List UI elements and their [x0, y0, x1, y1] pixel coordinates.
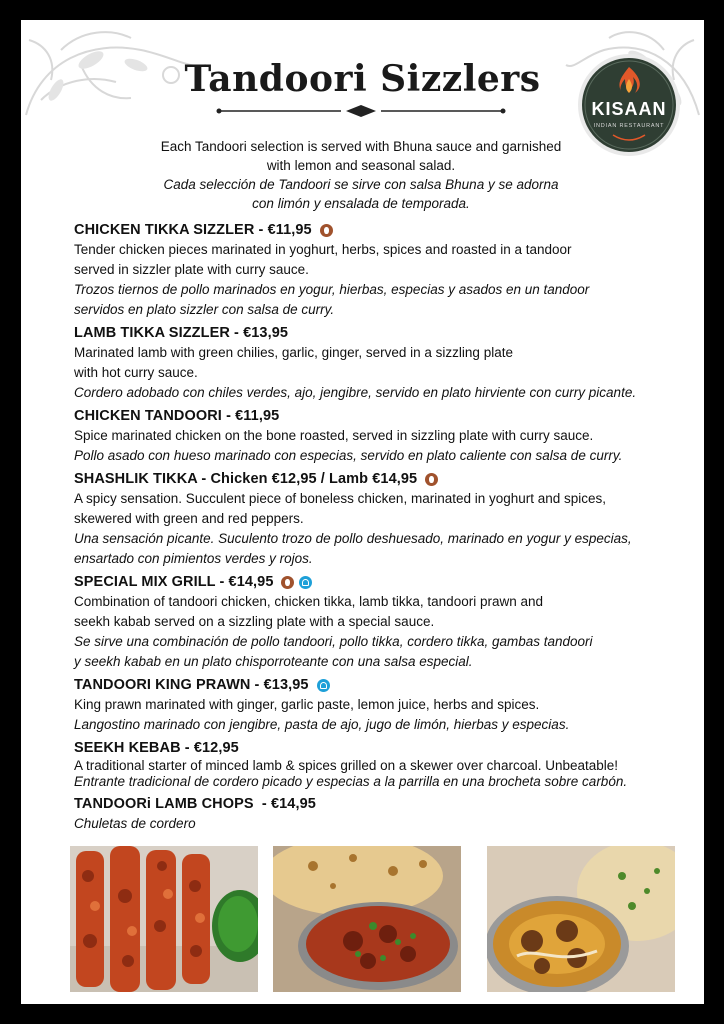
menu-item-tandoori-lamb-chops	[74, 794, 694, 834]
curry-naan-photo	[273, 846, 461, 992]
intro-text	[111, 137, 611, 213]
food-photos	[21, 846, 704, 992]
item-desc-es: Chuletas de cordero	[74, 816, 196, 831]
menu-item-special-mix-grill	[74, 572, 694, 672]
intro-es-line: con limón y ensalada de temporada.	[252, 196, 470, 211]
item-desc-en: A spicy sensation. Succulent piece of boneless chicken, marinated in yoghurt and spices,	[74, 491, 607, 506]
item-desc-es: y seekh kabab en un plato chisporroteante con una salsa especial.	[74, 654, 473, 669]
item-desc-es: Se sirve una combinación de pollo tandoori, pollo tikka, cordero tikka, gambas tandoori	[74, 634, 593, 649]
item-desc-en: Combination of tandoori chicken, chicken tikka, lamb tikka, tandoori prawn and	[74, 594, 543, 609]
menu-list	[74, 220, 694, 837]
menu-item-seekh-kebab	[74, 738, 694, 790]
item-desc-en: Spice marinated chicken on the bone roasted, served in sizzling plate with curry sauce.	[74, 428, 594, 443]
menu-item-shashlik-tikka	[74, 469, 694, 569]
item-desc-es: Pollo asado con hueso marinado con especias, servido en plato caliente con salsa de curry.	[74, 448, 623, 463]
menu-item-tandoori-king-prawn	[74, 675, 694, 735]
item-desc-en: Marinated lamb with green chilies, garlic, ginger, served in a sizzling plate	[74, 345, 513, 360]
item-title: SHASHLIK TIKKA - Chicken €12,95 / Lamb €14,95	[74, 471, 418, 487]
logo-subtitle: INDIAN RESTAURANT	[593, 123, 665, 129]
menu-item-chicken-tikka-sizzler	[74, 220, 694, 320]
item-desc-en: with hot curry sauce.	[74, 365, 198, 380]
title-divider	[211, 103, 511, 119]
nuts-allergen-icon	[425, 473, 438, 486]
shellfish-allergen-icon	[299, 576, 312, 589]
nuts-allergen-icon	[281, 576, 294, 589]
logo-name: KISAAN	[591, 99, 667, 119]
item-title: CHICKEN TANDOORI - €11,95	[74, 408, 280, 424]
intro-en-line: with lemon and seasonal salad.	[266, 158, 456, 173]
menu-item-chicken-tandoori	[74, 406, 694, 466]
item-title: CHICKEN TIKKA SIZZLER - €11,95	[74, 222, 312, 238]
item-title: SPECIAL MIX GRILL - €14,95	[74, 574, 274, 590]
item-title: LAMB TIKKA SIZZLER - €13,95	[74, 325, 289, 341]
item-title: SEEKH KEBAB - €12,95	[74, 740, 239, 756]
kofta-curry-photo	[487, 846, 675, 992]
item-desc-es: ensartado con pimientos verdes y rojos.	[74, 551, 313, 566]
intro-es-line: Cada selección de Tandoori se sirve con salsa Bhuna y se adorna	[163, 177, 559, 192]
menu-page	[21, 20, 704, 1004]
item-desc-es: Una sensación picante. Suculento trozo de pollo deshuesado, marinado en yogur y especias,	[74, 531, 632, 546]
intro-en-line: Each Tandoori selection is served with Bhuna sauce and garnished	[160, 139, 562, 154]
item-desc-es: Entrante tradicional de cordero picado y especias a la parrilla en una brocheta sobre carbón.	[74, 774, 628, 789]
shellfish-allergen-icon	[317, 679, 330, 692]
item-desc-es: Langostino marinado con jengibre, pasta de ajo, jugo de limón, hierbas y especias.	[74, 717, 570, 732]
item-title: TANDOORI KING PRAWN - €13,95	[74, 677, 309, 693]
page-title: Tandoori Sizzlers	[184, 58, 541, 100]
item-desc-en: served in sizzler plate with curry sauce.	[74, 262, 309, 277]
item-desc-es: servidos en plato sizzler con salsa de curry.	[74, 302, 335, 317]
menu-item-lamb-tikka-sizzler	[74, 323, 694, 403]
item-desc-en: A traditional starter of minced lamb & spices grilled on a skewer over charcoal. Unbeatable!	[74, 758, 619, 773]
chicken-tikka-skewers-photo	[70, 846, 258, 992]
item-desc-en: King prawn marinated with ginger, garlic paste, lemon juice, herbs and spices.	[74, 697, 540, 712]
item-desc-es: Cordero adobado con chiles verdes, ajo, jengibre, servido en plato hirviente con curry picante.	[74, 385, 637, 400]
item-desc-es: Trozos tiernos de pollo marinados en yogur, hierbas, especias y asados en un tandoor	[74, 282, 590, 297]
item-title: TANDOORi LAMB CHOPS - €14,95	[74, 796, 316, 812]
item-desc-en: Tender chicken pieces marinated in yoghurt, herbs, spices and roasted in a tandoor	[74, 242, 572, 257]
item-desc-en: seekh kabab served on a sizzling plate with a special sauce.	[74, 614, 435, 629]
nuts-allergen-icon	[320, 224, 333, 237]
item-desc-en: skewered with green and red peppers.	[74, 511, 304, 526]
